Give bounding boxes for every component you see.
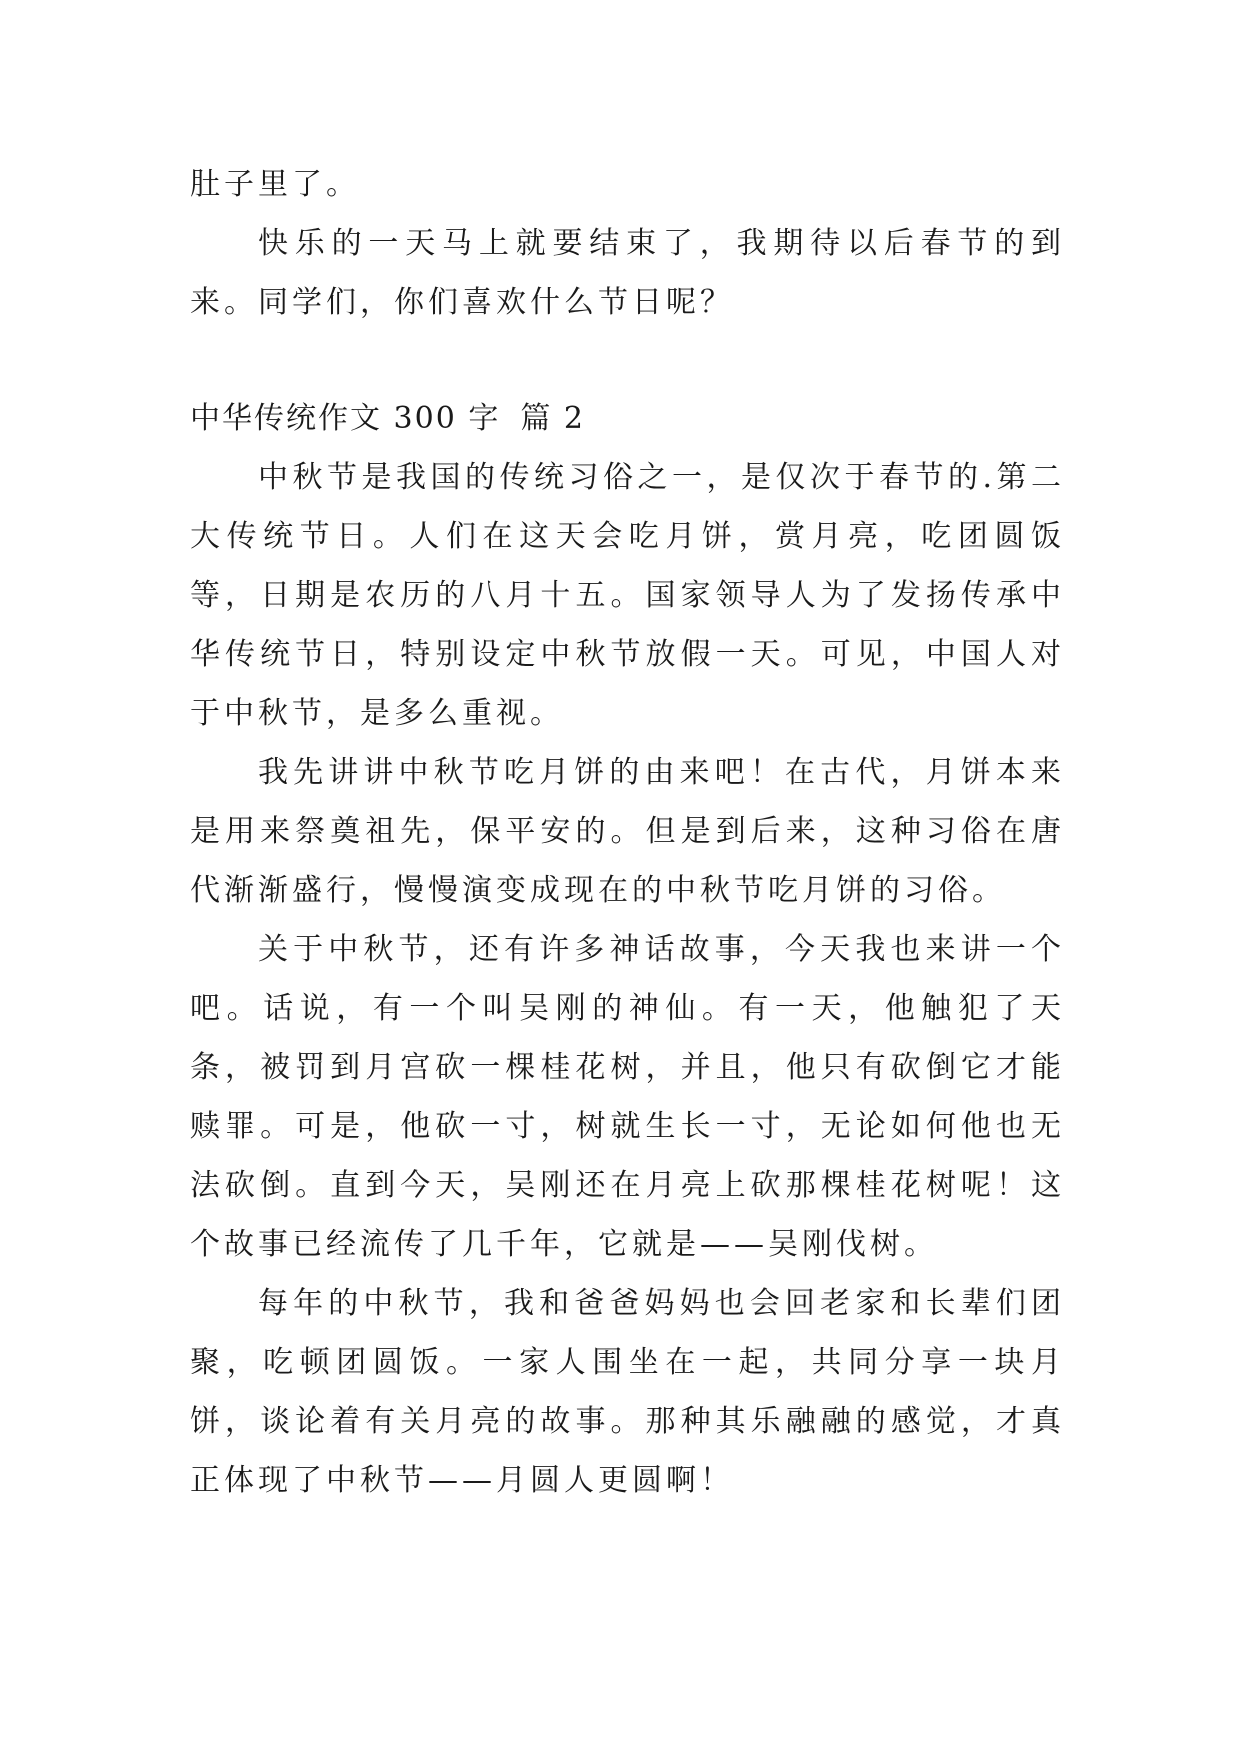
section-title: 中华传统作文 300 字 — [190, 401, 501, 436]
paragraph: 中秋节是我国的传统习俗之一，是仅次于春节的.第二大传统节日。人们在这天会吃月饼，赏月亮，吃团圆饭等，日期是农历的八月十五。国家领导人为了发扬传承中华传统节日，特别设定中秋节放假一天。可见，中国人对于中秋节，是多么重视。 — [190, 460, 1065, 731]
section-body — [190, 448, 1065, 1510]
paragraph-continuation: 肚子里了。 — [190, 167, 360, 202]
paragraph: 每年的中秋节，我和爸爸妈妈也会回老家和长辈们团聚，吃顿团圆饭。一家人围坐在一起，共同分享一块月饼，谈论着有关月亮的故事。那种其乐融融的感觉，才真正体现了中秋节——月圆人更圆啊！ — [190, 1286, 1065, 1498]
paragraph: 我先讲讲中秋节吃月饼的由来吧！在古代，月饼本来是用来祭奠祖先，保平安的。但是到后来，这种习俗在唐代渐渐盛行，慢慢演变成现在的中秋节吃月饼的习俗。 — [190, 755, 1065, 908]
section-number: 篇 2 — [520, 401, 585, 436]
previous-section — [190, 155, 1065, 332]
section-heading — [190, 389, 1065, 448]
paragraph: 快乐的一天马上就要结束了，我期待以后春节的到来。同学们，你们喜欢什么节日呢？ — [190, 226, 1065, 320]
paragraph: 关于中秋节，还有许多神话故事，今天我也来讲一个吧。话说，有一个叫吴刚的神仙。有一天，他触犯了天条，被罚到月宫砍一棵桂花树，并且，他只有砍倒它才能赎罪。可是，他砍一寸，树就生长一寸，无论如何他也无法砍倒。直到今天，吴刚还在月亮上砍那棵桂花树呢！这个故事已经流传了几千年，它就是——吴刚伐树。 — [190, 932, 1065, 1262]
